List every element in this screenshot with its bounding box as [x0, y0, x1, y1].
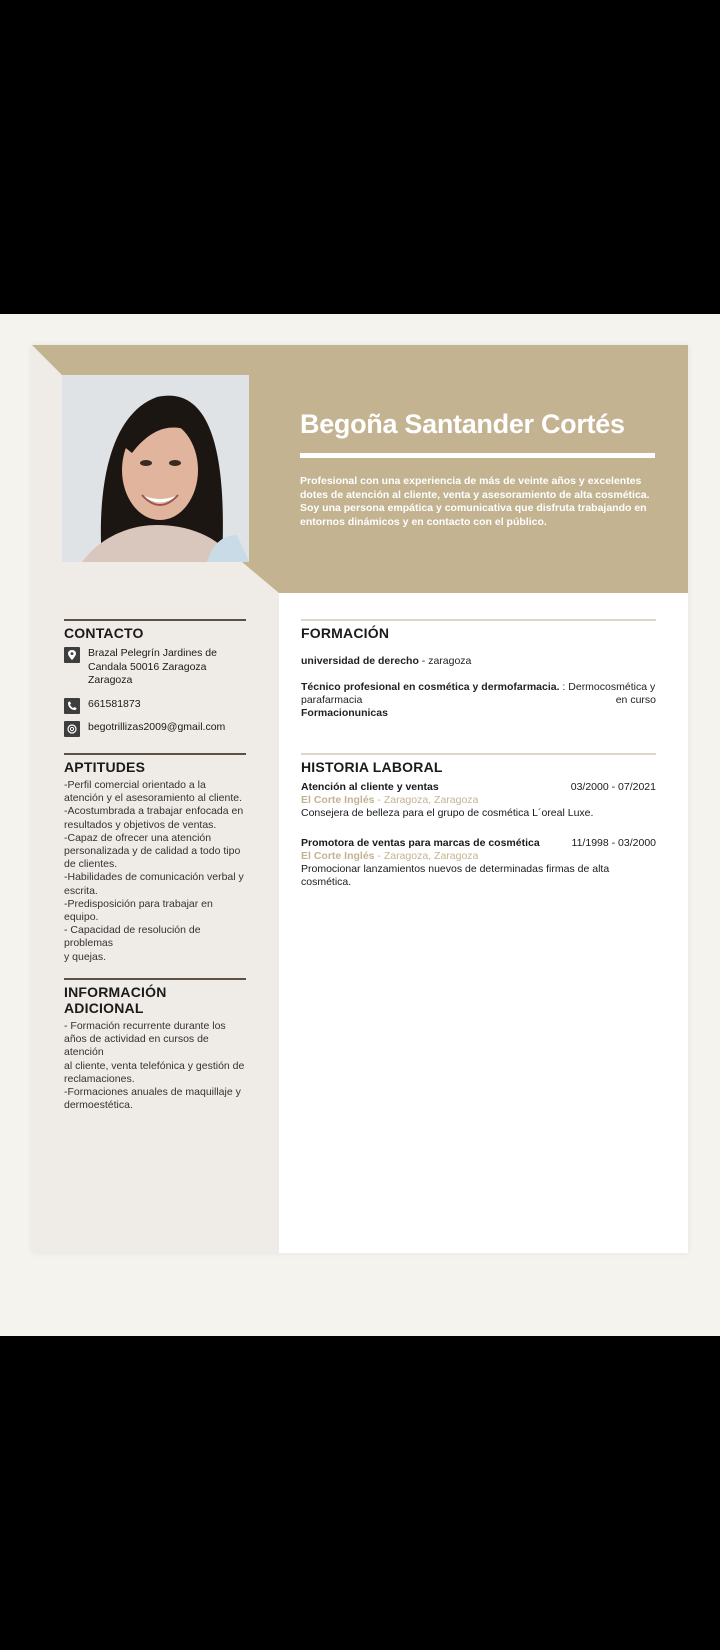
- section-title: INFORMACIÓN ADICIONAL: [64, 984, 167, 1016]
- profile-photo: [62, 375, 249, 562]
- education-item: [301, 655, 656, 668]
- email-icon: [64, 721, 80, 737]
- summary-line: Profesional con una experiencia de más de veinte años y excelentes dotes de atención al cliente, venta y asesoramiento de alta cosmética.: [300, 475, 650, 501]
- name-underline: [300, 453, 655, 458]
- profile-summary: [300, 475, 650, 529]
- degree-name: universidad de derecho: [301, 655, 419, 667]
- job-entry: [301, 781, 656, 820]
- phone-row: [64, 698, 246, 712]
- job-title: Promotora de ventas para marcas de cosmética: [301, 837, 540, 849]
- address-line: Brazal Pelegrín Jardines de: [88, 647, 217, 659]
- info-line: al cliente, venta telefónica y gestión de: [64, 1059, 245, 1072]
- degree-status: en curso: [615, 694, 656, 706]
- skill-line: resultados y objetivos de ventas.: [64, 818, 217, 831]
- address-line: Candala 50016 Zaragoza Zaragoza: [88, 660, 207, 686]
- info-line: dermoestética.: [64, 1099, 133, 1112]
- skill-line: -Perfil comercial orientado a la: [64, 779, 206, 791]
- skill-line: personalizada y de calidad a todo tipo: [64, 845, 241, 858]
- job-employer: [301, 850, 656, 863]
- skill-line: y quejas.: [64, 950, 107, 963]
- job-dates: 03/2000 - 07/2021: [570, 781, 656, 793]
- education-item: [301, 681, 656, 720]
- address-row: [64, 647, 246, 688]
- phone-number[interactable]: 661581873: [88, 697, 141, 710]
- phone-icon: [64, 698, 80, 714]
- info-line: - Formación recurrente durante los: [64, 1020, 226, 1032]
- additional-info-section: [64, 978, 246, 1112]
- skill-line: -Acostumbrada a trabajar enfocada en: [64, 805, 244, 818]
- info-line: reclamaciones.: [64, 1072, 135, 1085]
- job-title: Atención al cliente y ventas: [301, 781, 439, 793]
- section-rule: [301, 753, 656, 755]
- job-description: Promocionar lanzamientos nuevos de determinadas firmas de alta cosmética.: [301, 863, 610, 888]
- email-address[interactable]: begotrillizas2009@gmail.com: [88, 721, 226, 733]
- work-history-section: [301, 753, 656, 889]
- skill-line: - Capacidad de resolución de problemas: [64, 924, 201, 950]
- company-name: El Corte Inglés: [301, 794, 375, 806]
- person-name: Begoña Santander Cortés: [300, 409, 625, 439]
- degree-name: Formacionunicas: [301, 707, 388, 719]
- section-title: FORMACIÓN: [301, 625, 390, 641]
- job-location: - Zaragoza, Zaragoza: [374, 850, 479, 862]
- degree-detail: parafarmacia: [301, 694, 363, 706]
- skills-section: [64, 753, 246, 964]
- section-title: APTITUDES: [64, 759, 146, 775]
- job-dates: 11/1998 - 03/2000: [571, 837, 656, 849]
- resume-document: [32, 345, 688, 1253]
- skill-line: escrita.: [64, 884, 98, 897]
- section-rule: [64, 753, 246, 755]
- job-location: - Zaragoza, Zaragoza: [374, 794, 479, 806]
- job-description: Consejera de belleza para el grupo de cosmética L´oreal Luxe.: [301, 807, 594, 819]
- degree-detail: : Dermocosmética y: [559, 681, 656, 693]
- section-rule: [64, 978, 246, 980]
- skill-line: equipo.: [64, 911, 99, 924]
- location-icon: [64, 647, 80, 663]
- section-title: CONTACTO: [64, 625, 144, 641]
- contact-section: [64, 619, 246, 735]
- degree-name: Técnico profesional en cosmética y dermofarmacia.: [301, 681, 560, 693]
- skill-line: -Habilidades de comunicación verbal y: [64, 871, 244, 884]
- education-section: [301, 619, 656, 720]
- skill-line: atención y el asesoramiento al cliente.: [64, 792, 243, 805]
- company-name: El Corte Inglés: [301, 850, 375, 862]
- skill-line: -Capaz de ofrecer una atención: [64, 831, 212, 844]
- info-line: -Formaciones anuales de maquillaje y: [64, 1086, 241, 1099]
- section-rule: [301, 619, 656, 621]
- skills-text: [64, 779, 246, 964]
- summary-line: Soy una persona empática y comunicativa que disfruta trabajando en entornos dinámicos y en contacto con el público.: [300, 502, 647, 528]
- job-entry: [301, 837, 656, 889]
- degree-place: - zaragoza: [418, 655, 472, 667]
- section-rule: [64, 619, 246, 621]
- skill-line: de clientes.: [64, 858, 118, 871]
- additional-info-text: [64, 1020, 246, 1112]
- section-title: HISTORIA LABORAL: [301, 759, 443, 775]
- email-row: [64, 721, 246, 735]
- skill-line: -Predisposición para trabajar en: [64, 897, 213, 910]
- job-employer: [301, 794, 656, 807]
- info-line: años de actividad en cursos de atención: [64, 1033, 209, 1059]
